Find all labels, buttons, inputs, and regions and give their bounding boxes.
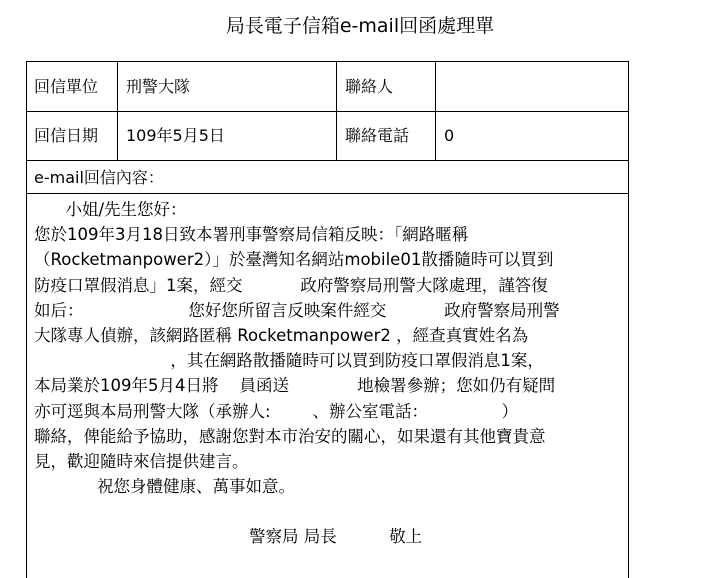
- body-line: 您於109年3月18日致本署刑事警察局信箱反映：「網路暱稱: [34, 225, 469, 245]
- body-line: 大隊專人偵辦，該網路匿稱 Rocketmanpower2 ，經查真實姓名為: [34, 325, 529, 345]
- table-column-divider-2: [336, 61, 337, 160]
- reply-date-value: 109年5月5日: [126, 126, 225, 145]
- table-column-divider-1: [117, 61, 118, 160]
- content-label: e-mail回信內容：: [34, 168, 164, 187]
- body-line: 祝您身體健康、萬事如意。: [34, 477, 295, 497]
- body-line: ，其在網路散播隨時可以買到防疫口罩假消息1案，: [34, 351, 544, 371]
- table-column-divider-3: [435, 61, 436, 160]
- body-line: 亦可逕與本局刑警大隊（承辦人: 、辦公室電話： ）: [34, 401, 518, 421]
- contact-phone-label: 聯絡電話: [345, 126, 410, 145]
- body-line: （Rocketmanpower2）」於臺灣知名網站mobile01散播隨時可以買到: [34, 250, 554, 270]
- body-line: 如后： 您好您所留言反映案件經交 政府警察局刑警: [34, 300, 560, 320]
- body-line: 聯絡，俾能給予協助，感謝您對本市治安的關心，如果還有其他寶貴意: [34, 426, 546, 446]
- reply-unit-value: 刑警大隊: [126, 77, 191, 96]
- page-title: 局長電子信箱e-mail回函處理單: [225, 15, 495, 37]
- content-label-divider: [26, 193, 629, 194]
- body-line: 本局業於109年5月4日將 員函送 地檢署參辦；您如仍有疑問: [34, 376, 556, 396]
- contact-person-label: 聯絡人: [345, 77, 394, 96]
- reply-unit-label: 回信單位: [34, 77, 99, 96]
- body-line: 小姐/先生您好：: [34, 200, 187, 219]
- signature-line: 警察局 局長 敬上: [34, 527, 423, 547]
- body-line: [34, 499, 624, 524]
- body-line: 防疫口罩假消息」1案，經交 政府警察局刑警大隊處理，謹答復: [34, 275, 548, 295]
- contact-phone-value: 0: [444, 126, 455, 145]
- reply-content-body: [34, 197, 624, 550]
- reply-date-label: 回信日期: [34, 126, 99, 145]
- body-line: 見，歡迎隨時來信提供建言。: [34, 451, 249, 471]
- table-row-divider-2: [26, 160, 629, 161]
